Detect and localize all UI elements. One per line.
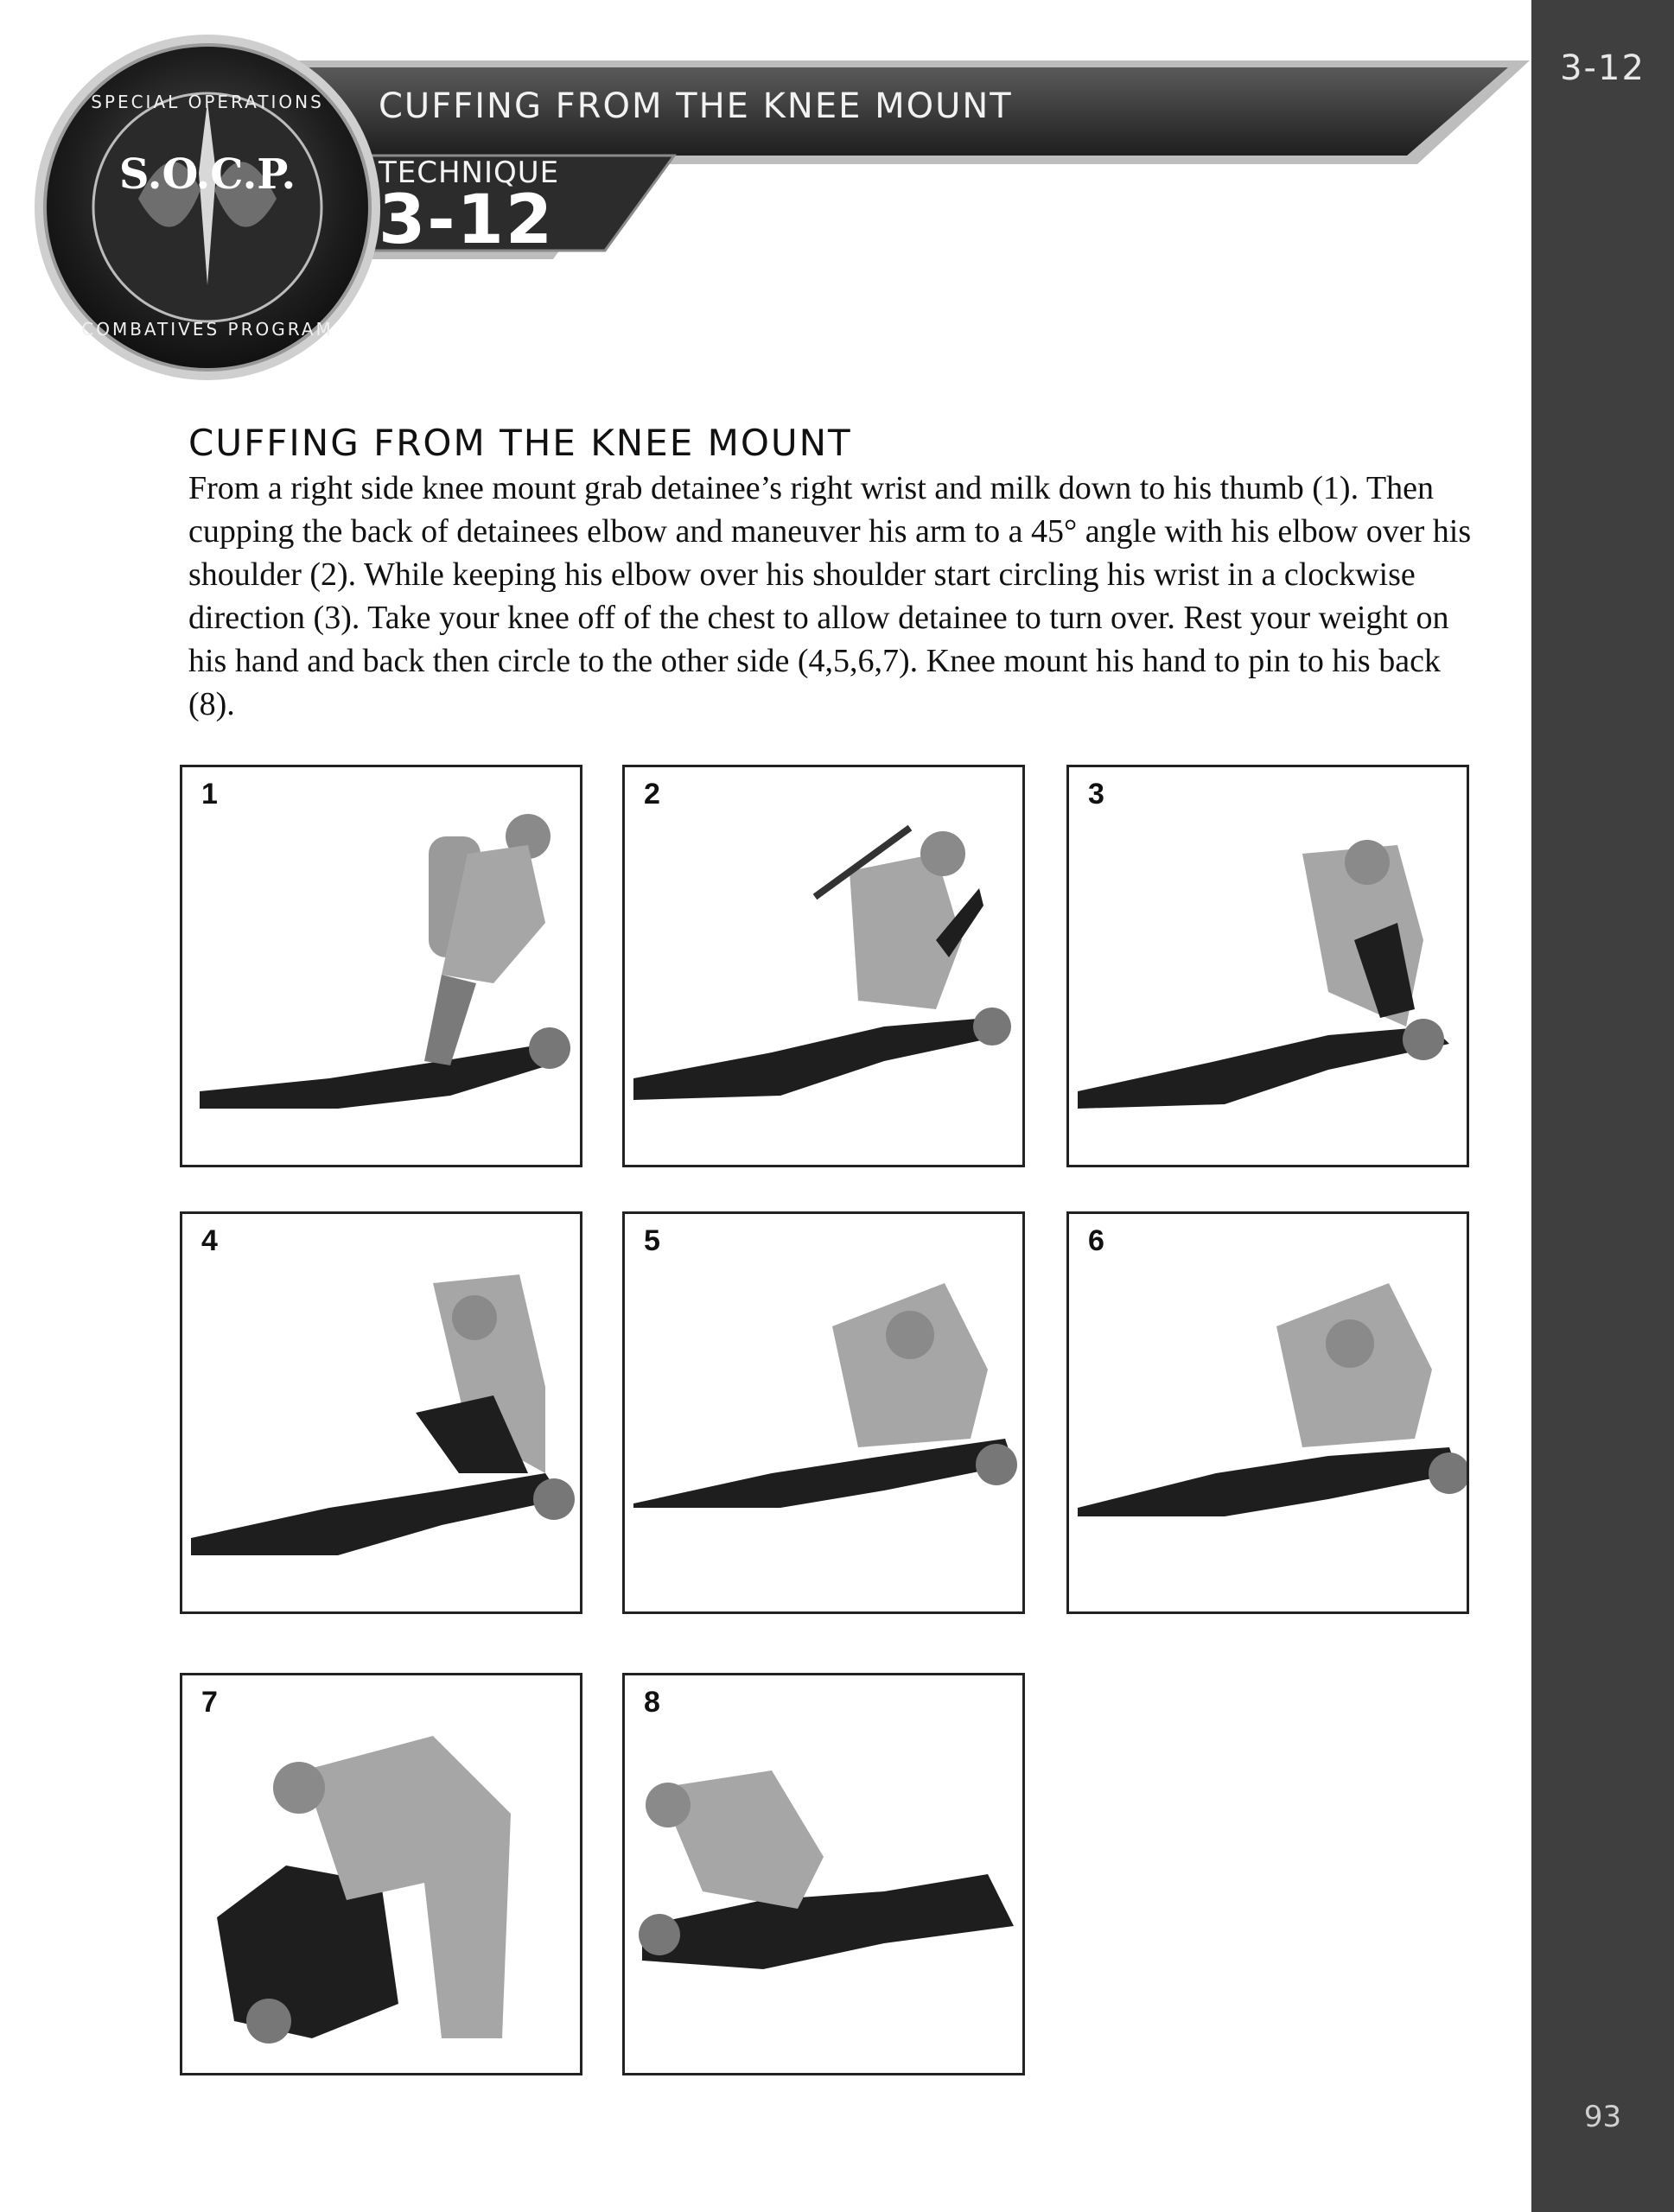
photo-panel-8 xyxy=(622,1673,1025,2075)
photo-panel-7 xyxy=(180,1673,582,2075)
technique-number: 3-12 xyxy=(379,181,555,259)
badge-ring-bottom: COMBATIVES PROGRAM xyxy=(81,319,334,340)
photo-figure-illustration xyxy=(182,1675,582,2075)
page-number: 93 xyxy=(1583,2100,1622,2134)
header-banner xyxy=(0,0,1547,406)
panel-number: 8 xyxy=(644,1686,660,1719)
photo-figure-illustration xyxy=(182,767,582,1167)
technique-label: TECHNIQUE xyxy=(379,156,560,190)
banner-title: CUFFING FROM THE KNEE MOUNT xyxy=(379,86,1013,126)
badge-ring-top: SPECIAL OPERATIONS xyxy=(91,92,324,112)
panel-number: 3 xyxy=(1088,778,1104,810)
photo-panel-2 xyxy=(622,765,1025,1167)
sidebar-section-code: 3-12 xyxy=(1560,48,1645,88)
instruction-paragraph: From a right side knee mount grab detainee’s right wrist and milk down to his thumb (1). Then cupping the back of detainees elbow and maneuver his arm to a 45° angle with his elbow over his shoulder (2). While keeping his elbow over his shoulder start circling his wrist in a clockwise direction (3). Take your knee off of the chest to allow detainee to turn over. Rest your weight on his hand and back then circle to the other side (4,5,6,7). Knee mount his hand to pin to his back (8). xyxy=(188,470,1472,722)
photo-figure-illustration xyxy=(625,1214,1025,1614)
photo-panel-6 xyxy=(1066,1211,1469,1614)
panel-number: 6 xyxy=(1088,1224,1104,1257)
photo-panel-4 xyxy=(180,1211,582,1614)
photo-panel-5 xyxy=(622,1211,1025,1614)
panel-number: 2 xyxy=(644,778,660,810)
photo-panel-3 xyxy=(1066,765,1469,1167)
sidebar xyxy=(1531,0,1674,2212)
photo-figure-illustration xyxy=(1069,1214,1469,1614)
photo-figure-illustration xyxy=(625,767,1025,1167)
panel-number: 1 xyxy=(201,778,218,810)
banner-graphic xyxy=(0,0,1547,406)
section-title: CUFFING FROM THE KNEE MOUNT xyxy=(188,422,852,464)
photo-figure-illustration xyxy=(625,1675,1025,2075)
photo-panel-1 xyxy=(180,765,582,1167)
panel-number: 4 xyxy=(201,1224,218,1257)
photo-figure-illustration xyxy=(1069,767,1469,1167)
photo-figure-illustration xyxy=(182,1214,582,1614)
panel-number: 5 xyxy=(644,1224,660,1257)
badge-center-text: S.O.C.P. xyxy=(118,150,296,199)
panel-number: 7 xyxy=(201,1686,218,1719)
